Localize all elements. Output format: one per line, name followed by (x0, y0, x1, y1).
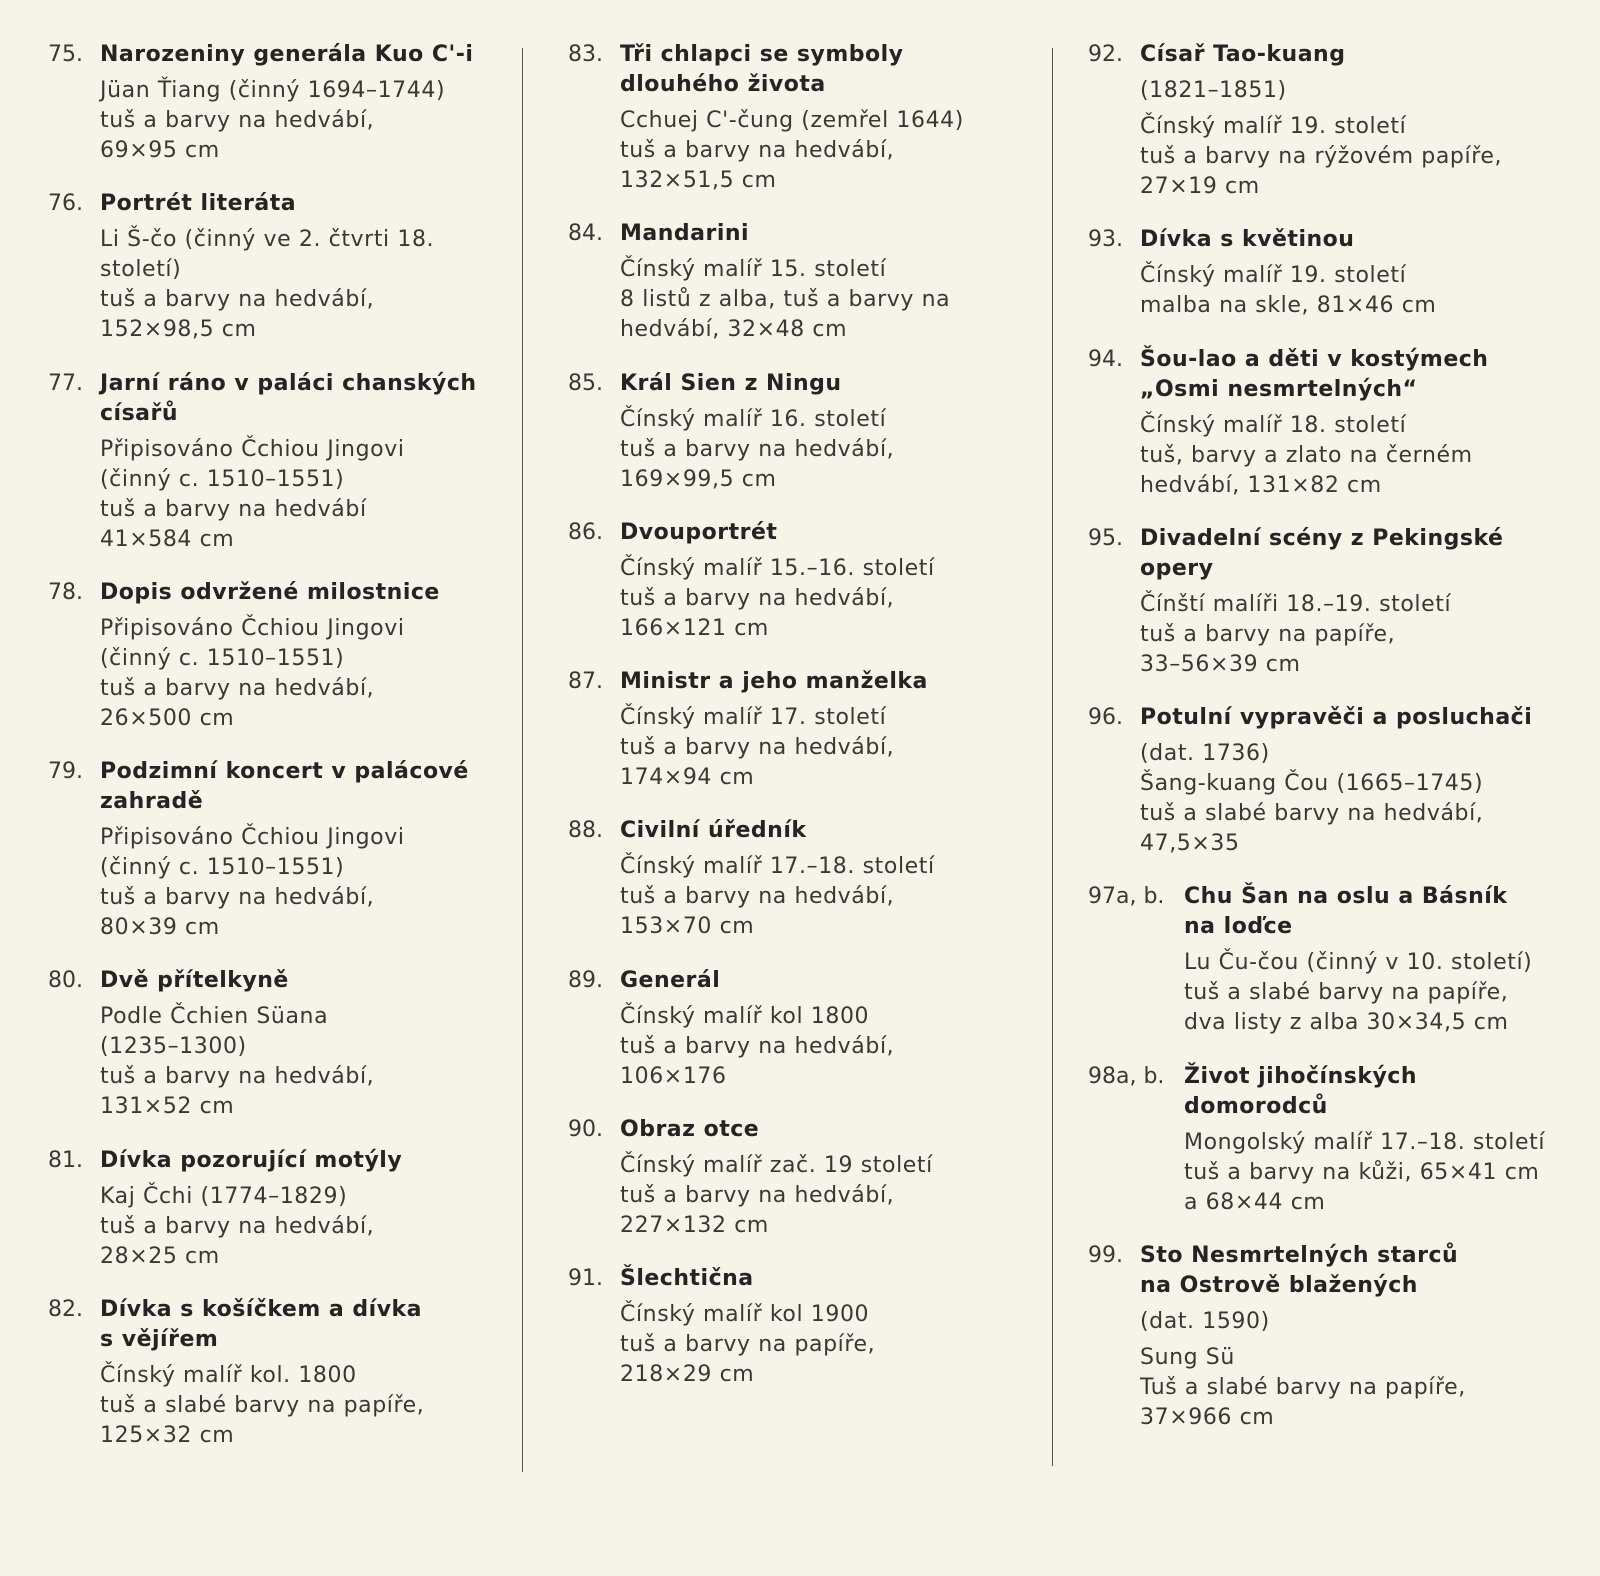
catalog-entry (568, 40, 1028, 196)
entry-title: Dívka s košíčkem a dívka (100, 1297, 423, 1323)
entry-detail-line: tuš a barvy na hedvábí, (620, 585, 895, 611)
catalog-entry (48, 369, 518, 555)
entry-detail-line: 37×966 cm (1140, 1405, 1275, 1431)
entry-title: opery (1140, 555, 1214, 581)
entry-title: Dvě přítelkyně (100, 968, 289, 994)
entry-title: Podzimní koncert v palácové (100, 759, 469, 785)
entry-detail-line: Jüan Ťiang (činný 1694–1744) (100, 78, 446, 103)
entry-detail-line: Lu Ču-čou (činný v 10. století) (1184, 950, 1533, 976)
catalog-entry (1088, 225, 1568, 321)
entry-detail-line: tuš, barvy a zlato na černém (1140, 442, 1473, 468)
entry-detail-line: 28×25 cm (100, 1243, 220, 1269)
entry-number: 89. (568, 967, 603, 993)
entry-number: 82. (48, 1297, 83, 1323)
entry-detail-line: Čínský malíř zač. 19 století (620, 1153, 933, 1179)
entry-detail-line: 132×51,5 cm (620, 168, 777, 193)
entry-detail-line: 47,5×35 (1140, 831, 1240, 857)
entry-detail-line: Cchuej C'-čung (zemřel 1644) (620, 108, 964, 133)
catalog-column-1 (48, 40, 518, 1474)
entry-detail-line: Připisováno Čchiou Jingovi (100, 615, 405, 641)
entry-detail-line: tuš a barvy na hedvábí, (100, 675, 375, 701)
entry-detail-line: tuš a barvy na hedvábí, (620, 1183, 895, 1209)
entry-title: zahradě (100, 789, 204, 815)
entry-number: 93. (1088, 227, 1123, 253)
entry-title: Král Sien z Ningu (620, 370, 842, 396)
entry-detail-line: tuš a barvy na hedvábí, (620, 735, 895, 761)
entry-detail-line: Čínský malíř 18. století (1140, 412, 1407, 438)
entry-detail-line: tuš a barvy na hedvábí, (620, 884, 895, 910)
catalog-entry (1088, 1062, 1568, 1218)
entry-detail-line: 41×584 cm (100, 526, 235, 552)
entry-detail-line: Čínský malíř kol. 1800 (100, 1363, 357, 1389)
entry-detail-line: 227×132 cm (620, 1213, 769, 1239)
catalog-entry (48, 578, 518, 734)
entry-number: 88. (568, 818, 603, 844)
entry-title: Ministr a jeho manželka (620, 669, 928, 695)
catalog-column-2 (568, 40, 1028, 1414)
entry-number: 80. (48, 968, 83, 994)
entry-title: s vějířem (100, 1327, 219, 1353)
entry-detail-line: (dat. 1736) (1140, 741, 1270, 767)
entry-detail-line: Kaj Čchi (1774–1829) (100, 1183, 348, 1209)
entry-title: Potulní vypravěči a posluchači (1140, 705, 1533, 731)
entry-detail-line: Připisováno Čchiou Jingovi (100, 436, 405, 462)
entry-number: 91. (568, 1266, 603, 1292)
entry-title: císařů (100, 400, 179, 426)
entry-detail-line: tuš a barvy na hedvábí, (100, 885, 375, 911)
entry-detail-line: 169×99,5 cm (620, 466, 777, 492)
entry-title: Civilní úředník (620, 818, 807, 844)
entry-detail-line: tuš a barvy na rýžovém papíře, (1140, 144, 1503, 169)
entry-detail-line: 131×52 cm (100, 1094, 235, 1120)
entry-number: 86. (568, 519, 603, 545)
entry-title: Sto Nesmrtelných starců (1140, 1243, 1459, 1269)
entry-detail-line: tuš a barvy na hedvábí, (620, 1033, 895, 1059)
catalog-entry (1088, 40, 1568, 202)
catalog-entry (1088, 1241, 1568, 1433)
entry-detail-line: Čínský malíř 19. století (1140, 114, 1407, 139)
entry-number: 84. (568, 221, 603, 247)
entry-detail-line: 26×500 cm (100, 705, 235, 731)
entry-detail-line: hedvábí, 32×48 cm (620, 317, 848, 343)
entry-number: 81. (48, 1147, 83, 1173)
column-divider (522, 48, 523, 1472)
entry-detail-line: (1235–1300) (100, 1034, 247, 1060)
entry-detail-line: tuš a slabé barvy na papíře, (100, 1393, 425, 1419)
entry-number: 85. (568, 370, 603, 396)
entry-number: 78. (48, 579, 83, 605)
entry-detail-line: tuš a barvy na papíře, (620, 1332, 876, 1358)
entry-detail-line: Čínský malíř kol 1900 (620, 1302, 870, 1328)
entry-number: 83. (568, 42, 603, 67)
entry-title: Dvouportrét (620, 519, 778, 545)
entry-title: Jarní ráno v paláci chanských (100, 370, 477, 396)
entry-detail-line: Připisováno Čchiou Jingovi (100, 825, 405, 851)
entry-detail-line: Li Š-čo (činný ve 2. čtvrti 18. (100, 227, 435, 253)
entry-number: 79. (48, 759, 83, 785)
entry-title: na loďce (1184, 914, 1293, 940)
entry-detail-line: tuš a barvy na hedvábí (100, 496, 367, 522)
entry-number: 75. (48, 42, 83, 67)
entry-title: Obraz otce (620, 1117, 760, 1143)
entry-number: 95. (1088, 525, 1123, 551)
entry-title: Divadelní scény z Pekingské (1140, 525, 1504, 551)
entry-detail-line: Čínský malíř 16. století (620, 406, 887, 432)
entry-detail-line: Čínští malíři 18.–19. století (1140, 591, 1452, 617)
entry-title: Život jihočínských (1184, 1063, 1417, 1089)
catalog-entry (568, 1115, 1028, 1241)
entry-detail-line: (dat. 1590) (1140, 1309, 1270, 1335)
entry-title: Šlechtična (620, 1266, 754, 1292)
entry-number: 98a, b. (1088, 1063, 1165, 1089)
entry-number: 76. (48, 191, 83, 217)
catalog-entry (568, 518, 1028, 644)
catalog-entry (568, 816, 1028, 942)
catalog-entry (1088, 345, 1568, 501)
entry-detail-line: 153×70 cm (620, 914, 755, 940)
catalog-entry (48, 1295, 518, 1451)
catalog-entry (48, 966, 518, 1122)
entry-title: Generál (620, 967, 721, 993)
entry-detail-line: tuš a barvy na hedvábí, (620, 436, 895, 462)
entry-title: Šou-lao a děti v kostýmech (1140, 346, 1489, 372)
entry-number: 87. (568, 669, 603, 695)
entry-title: „Osmi nesmrtelných“ (1140, 376, 1418, 402)
entry-number: 96. (1088, 705, 1123, 731)
entry-title: Dívka pozorující motýly (100, 1147, 403, 1173)
entry-detail-line: Podle Čchien Süana (100, 1004, 329, 1030)
entry-detail-line: hedvábí, 131×82 cm (1140, 472, 1382, 498)
entry-detail-line: (1821–1851) (1140, 78, 1287, 103)
entry-detail-line: Šang-kuang Čou (1665–1745) (1140, 771, 1484, 797)
entry-detail-line: 174×94 cm (620, 765, 755, 791)
entry-detail-line: 152×98,5 cm (100, 317, 257, 343)
catalog-entry (568, 219, 1028, 345)
catalog-entry (568, 1264, 1028, 1390)
entry-detail-line: malba na skle, 81×46 cm (1140, 293, 1437, 319)
entry-number: 77. (48, 370, 83, 396)
entry-detail-line: tuš a barvy na hedvábí, (100, 1064, 375, 1090)
entry-detail-line: 8 listů z alba, tuš a barvy na (620, 287, 951, 313)
entry-detail-line: Čínský malíř 17. století (620, 705, 887, 731)
entry-detail-line: 69×95 cm (100, 138, 220, 163)
entry-title: dlouhého života (620, 72, 826, 97)
entry-detail-line: 125×32 cm (100, 1423, 235, 1449)
catalog-column-3 (1088, 40, 1568, 1456)
catalog-entry (48, 40, 518, 166)
entry-number: 90. (568, 1117, 603, 1143)
entry-number: 97a, b. (1088, 884, 1165, 910)
entry-number: 94. (1088, 346, 1123, 372)
entry-detail-line: Tuš a slabé barvy na papíře, (1140, 1375, 1466, 1401)
entry-detail-line: 106×176 (620, 1063, 727, 1089)
entry-title: Portrét literáta (100, 191, 297, 217)
entry-title: Dopis odvržené milostnice (100, 579, 440, 605)
entry-detail-line: 166×121 cm (620, 615, 769, 641)
entry-detail-line: Mongolský malíř 17.–18. století (1184, 1129, 1546, 1155)
entry-title: Císař Tao-kuang (1140, 42, 1346, 67)
entry-title: Dívka s květinou (1140, 227, 1355, 253)
entry-detail-line: Čínský malíř 15. století (620, 257, 887, 283)
entry-title: Mandarini (620, 221, 750, 247)
entry-detail-line: Čínský malíř 17.–18. století (620, 854, 935, 880)
catalog-entry (568, 667, 1028, 793)
catalog-entry (48, 757, 518, 943)
entry-detail-line: 27×19 cm (1140, 174, 1260, 199)
entry-title: Tři chlapci se symboly (620, 42, 904, 67)
entry-detail-line: tuš a barvy na hedvábí, (100, 1213, 375, 1239)
entry-title: Narozeniny generála Kuo C'-i (100, 42, 474, 67)
entry-detail-line: tuš a barvy na kůži, 65×41 cm (1184, 1159, 1540, 1185)
entry-detail-line: Čínský malíř kol 1800 (620, 1003, 870, 1029)
column-divider (1052, 48, 1053, 1466)
entry-detail-line: (činný c. 1510–1551) (100, 645, 345, 671)
entry-detail-line: 33–56×39 cm (1140, 651, 1301, 677)
entry-detail-line: dva listy z alba 30×34,5 cm (1184, 1010, 1509, 1036)
entry-number: 99. (1088, 1243, 1123, 1269)
entry-detail-line: a 68×44 cm (1184, 1189, 1326, 1215)
entry-detail-line: tuš a slabé barvy na hedvábí, (1140, 801, 1484, 827)
catalog-entry (568, 369, 1028, 495)
entry-detail-line: (činný c. 1510–1551) (100, 855, 345, 881)
catalog-entry (1088, 524, 1568, 680)
entry-detail-line: tuš a barvy na hedvábí, (100, 108, 375, 133)
entry-detail-line: (činný c. 1510–1551) (100, 466, 345, 492)
catalog-entry (48, 189, 518, 345)
entry-number: 92. (1088, 42, 1123, 67)
entry-detail-line: 218×29 cm (620, 1362, 755, 1388)
catalog-entry (1088, 882, 1568, 1038)
catalog-entry (1088, 703, 1568, 859)
entry-detail-line: Sung Sü (1140, 1345, 1235, 1371)
entry-title: na Ostrově blažených (1140, 1273, 1418, 1299)
catalog-entry (568, 966, 1028, 1092)
entry-detail-line: tuš a slabé barvy na papíře, (1184, 980, 1509, 1006)
entry-detail-line: tuš a barvy na hedvábí, (620, 138, 895, 163)
entry-detail-line: století) (100, 257, 182, 283)
catalog-entry (48, 1146, 518, 1272)
entry-detail-line: Čínský malíř 15.–16. století (620, 555, 935, 581)
entry-detail-line: tuš a barvy na papíře, (1140, 621, 1396, 647)
entry-detail-line: tuš a barvy na hedvábí, (100, 287, 375, 313)
entry-detail-line: 80×39 cm (100, 915, 220, 941)
entry-title: domorodců (1184, 1093, 1328, 1119)
entry-detail-line: Čínský malíř 19. století (1140, 263, 1407, 289)
entry-title: Chu Šan na oslu a Básník (1184, 884, 1508, 910)
